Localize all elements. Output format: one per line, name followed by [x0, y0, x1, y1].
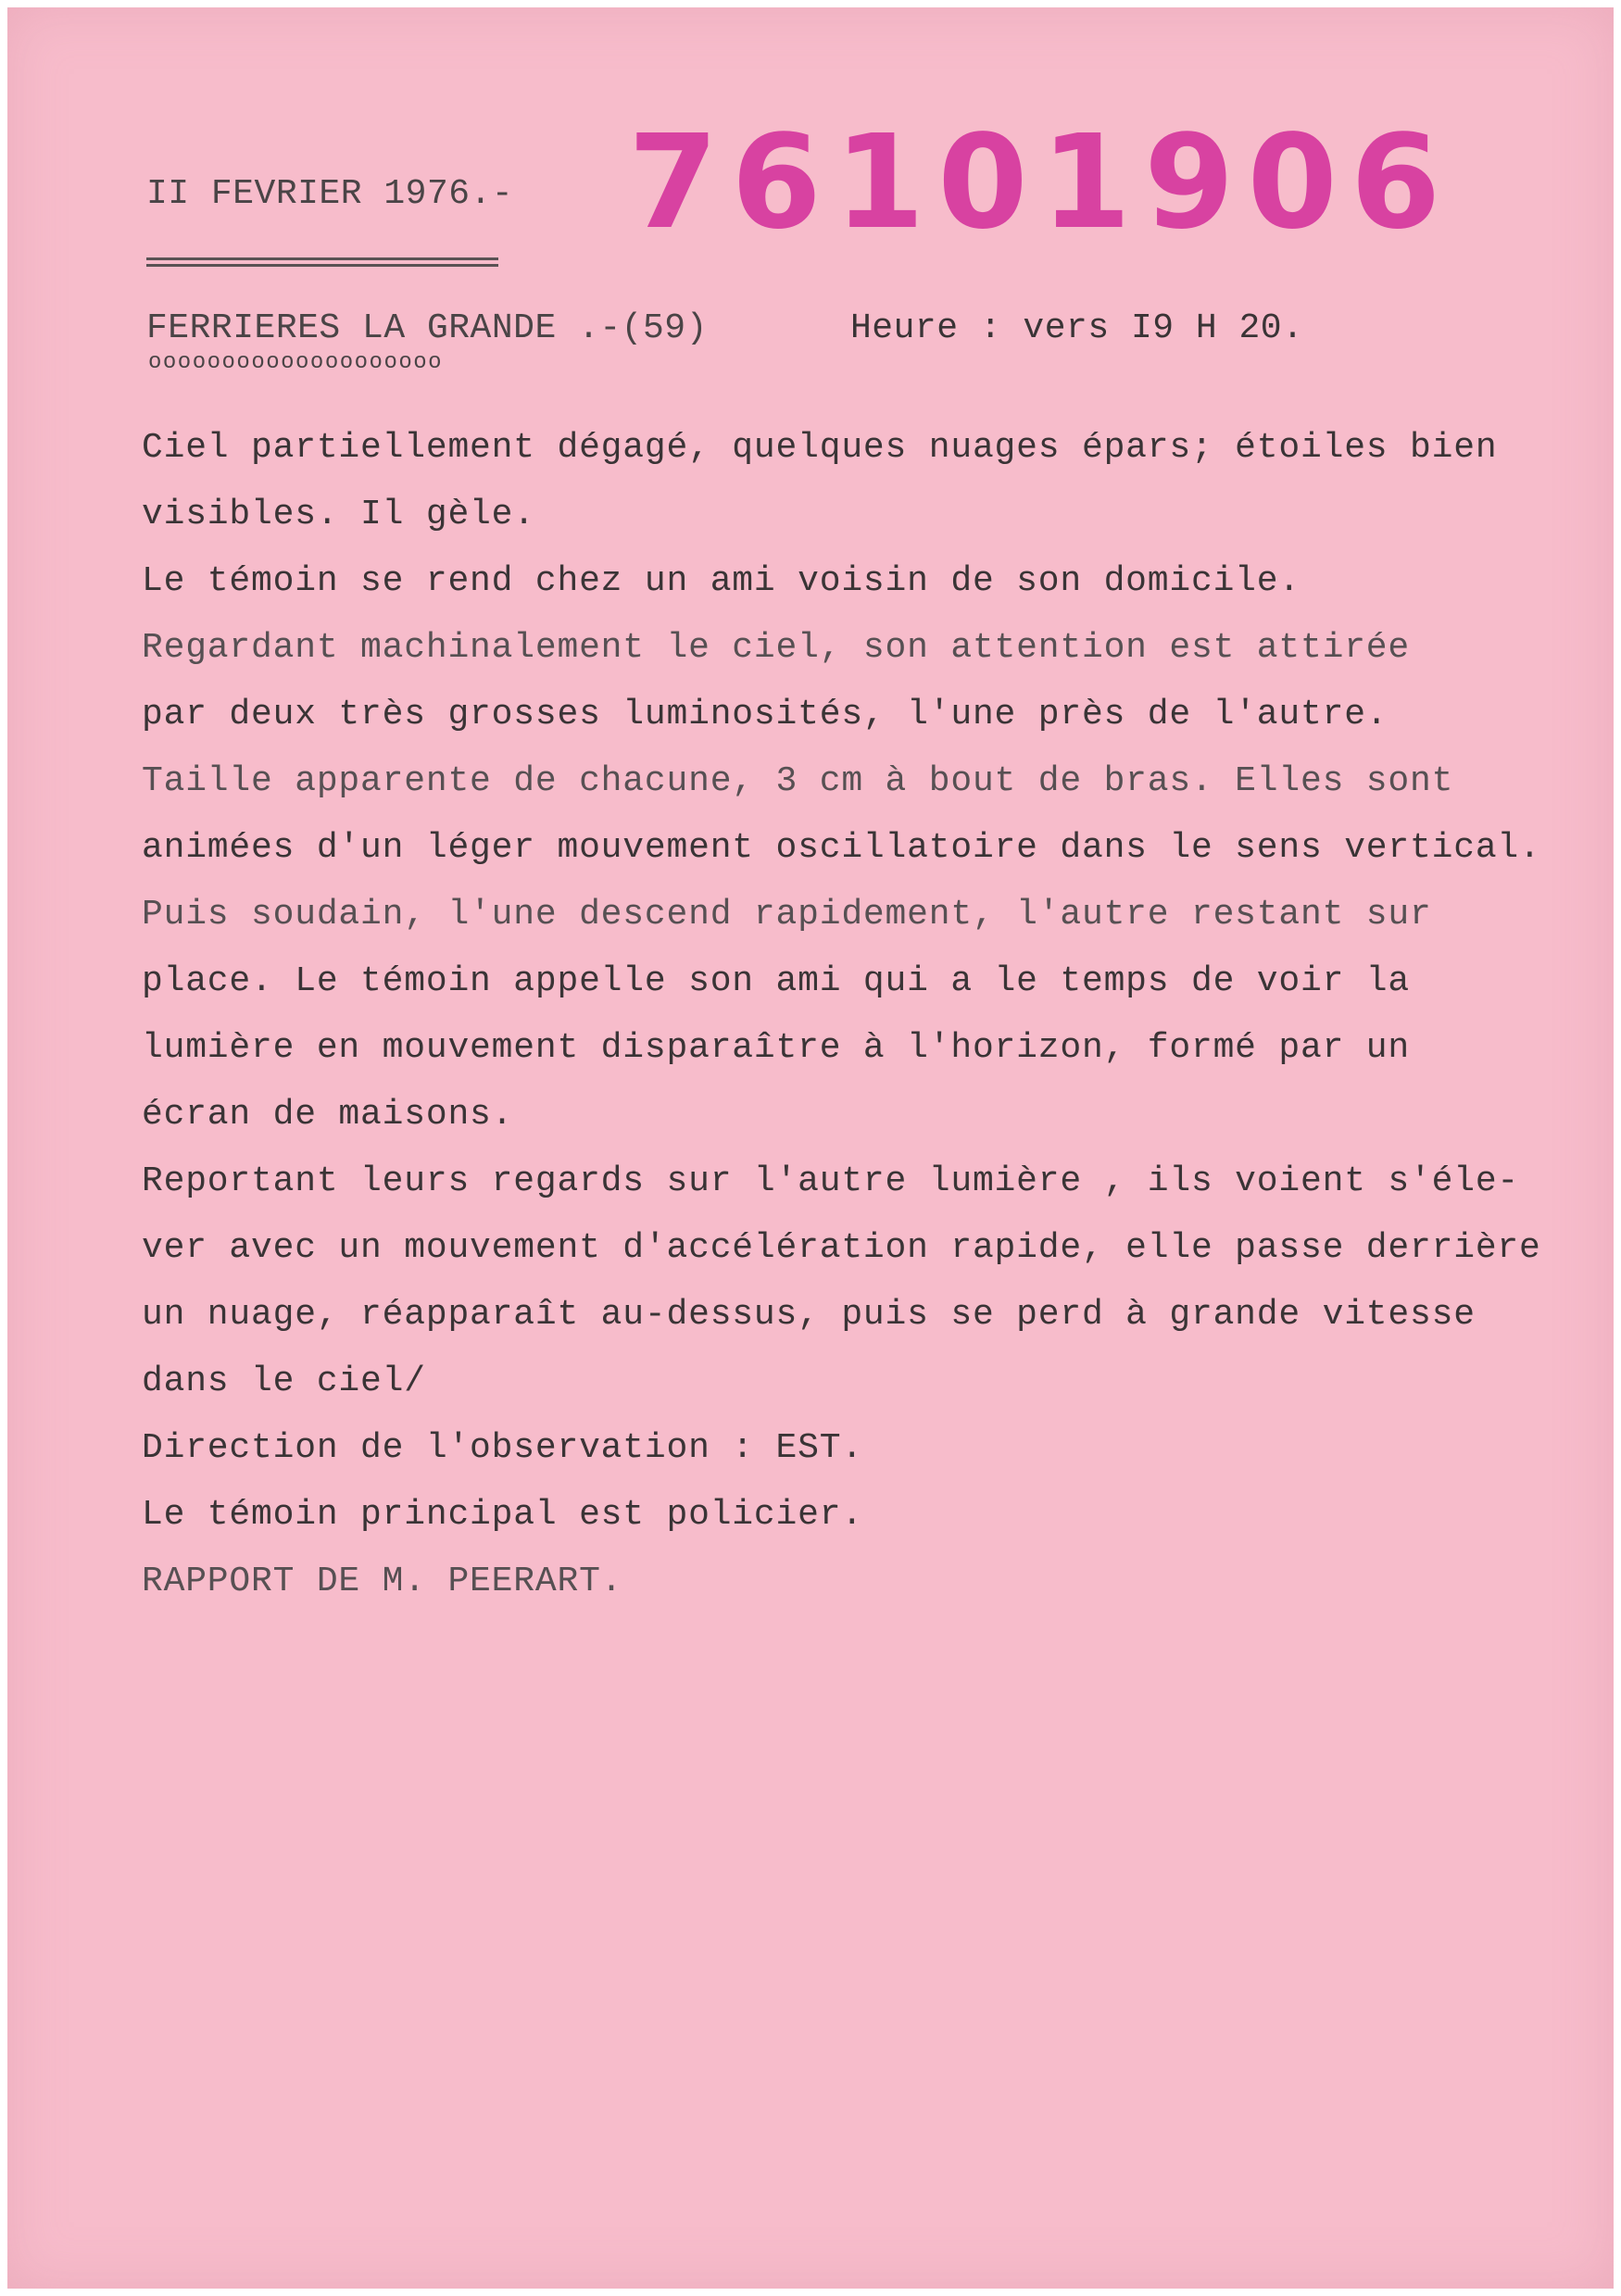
report-line: Ciel partiellement dégagé, quelques nuages épars; étoiles bien [142, 428, 1498, 468]
report-line: Taille apparente de chacune, 3 cm à bout de bras. Elles sont [142, 761, 1454, 801]
report-date: II FEVRIER 1976.- [146, 174, 514, 214]
report-line: visibles. Il gèle. [142, 495, 535, 534]
document-page [7, 7, 1614, 2289]
report-line: place. Le témoin appelle son ami qui a le temps de voir la [142, 961, 1411, 1001]
report-line: écran de maisons. [142, 1095, 514, 1135]
report-body [142, 415, 1587, 1615]
report-line: ver avec un mouvement d'accélération rapide, elle passe derrière [142, 1228, 1541, 1268]
report-signature: RAPPORT DE M. PEERART. [142, 1562, 623, 1601]
observation-time: Heure : vers I9 H 20. [850, 308, 1304, 348]
report-line: lumière en mouvement disparaître à l'horizon, formé par un [142, 1028, 1411, 1068]
date-underline [146, 257, 498, 267]
report-line: Direction de l'observation : EST. [142, 1428, 863, 1468]
report-line: un nuage, réapparaît au-dessus, puis se perd à grande vitesse [142, 1295, 1476, 1335]
report-line: animées d'un léger mouvement oscillatoire dans le sens vertical. [142, 828, 1541, 868]
location-heading: FERRIERES LA GRANDE .-(59) [146, 308, 708, 348]
location-underline-dots: oooooooooooooooooooo [148, 350, 444, 375]
report-line: Puis soudain, l'une descend rapidement, l'autre restant sur [142, 895, 1432, 935]
report-line: Le témoin se rend chez un ami voisin de son domicile. [142, 561, 1301, 601]
case-number-stamp: 76101906 [628, 107, 1454, 258]
report-line: Le témoin principal est policier. [142, 1495, 863, 1535]
report-line: Reportant leurs regards sur l'autre lumière , ils voient s'éle- [142, 1161, 1520, 1201]
report-line: par deux très grosses luminosités, l'une près de l'autre. [142, 695, 1389, 734]
report-line: Regardant machinalement le ciel, son attention est attirée [142, 628, 1411, 668]
report-line: dans le ciel/ [142, 1361, 426, 1401]
